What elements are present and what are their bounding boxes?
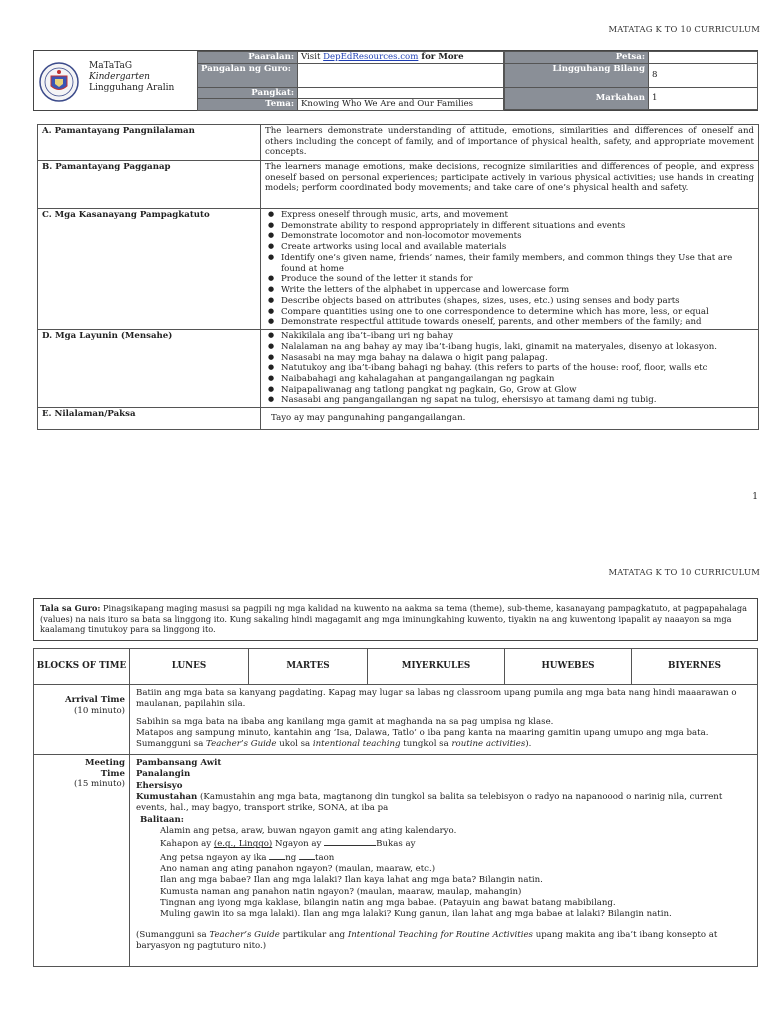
section-d-row (38, 330, 759, 408)
arrival-duration: (10 minuto) (74, 705, 125, 716)
section-c-list-cell (261, 209, 759, 330)
list-item: ● Naipapaliwanag ang tatlong pangkat ng pagkain, Go, Grow at Glow (265, 385, 754, 396)
bilang-label: Lingguhang Bilang (505, 63, 649, 87)
section-b-row (38, 161, 759, 209)
brand-subtitle: Lingguhang Aralin (89, 82, 175, 93)
bilang-value: 8 (649, 63, 758, 87)
balitaan-line: Kumusta naman ang panahon natin ngayon? (maulan, maaraw, maulap, mahangin) (160, 886, 522, 897)
balitaan-line: Ano naman ang ating panahon ngayon? (maulan, maaraw, etc.) (160, 864, 436, 875)
list-item: ● Demonstrate ability to respond appropriately in different situations and events (265, 221, 754, 232)
section-b-label: B. Pamantayang Pagganap (38, 161, 261, 209)
balitaan-line: Kahapon ay (e.g., Linggo) Ngayon ay Bukas ay (160, 839, 416, 850)
day-header-martes: MARTES (249, 649, 368, 685)
teacher-note-text: Pinagsikapang maging masusi sa pagpili ng mga kalidad na kuwento na aakma sa tema (theme), sub-theme, kasanayang pampagkatuto, at pagpapahalaga (values) na nais ituro sa bata sa linggong ito. Kung sakaling hindi magagamit ang mga iminungkahing kuwento, tiyakin na ang kuwentong ipapalit ay naaayon sa mga kaalamang tinutukoy para sa linggong ito. (40, 603, 747, 635)
kasanayan-list (265, 210, 754, 328)
sumangguni-paragraph: (Sumangguni sa Teacher’s Guide partikular ang Intentional Teaching for Routine Activities upang makita ang iba’t ibang konsepto at baryasyon ng pagtuturo nito.) (136, 929, 718, 952)
header-left-grid (197, 51, 504, 111)
balitaan-line: Ang petsa ngayon ay ika ng taon (160, 852, 335, 863)
list-item: ● Compare quantities using one to one correspondence to determine which has more, less, or equal (265, 307, 754, 318)
section-e-text: Tayo ay may pangunahing pangangailangan. (261, 408, 759, 430)
kumustahan-label: Kumustahan (136, 792, 198, 803)
panalangin: Panalangin (136, 769, 191, 780)
paaralan-value: Visit DepEdResources.com for More (298, 52, 504, 64)
day-header-biyernes: BIYERNES (632, 649, 758, 685)
list-item: ● Demonstrate locomotor and non-locomotor movements (265, 231, 754, 242)
lesson-sections-table (37, 124, 759, 430)
pangkat-field[interactable] (298, 87, 504, 99)
arrival-paragraph: Sabihin sa mga bata na ibaba ang kanilang mga gamit at maghanda na sa pag umpisa ng klase. (136, 716, 554, 727)
petsa-label: Petsa: (505, 52, 649, 64)
day-header-lunes: LUNES (130, 649, 249, 685)
list-item: ● Create artworks using local and available materials (265, 242, 754, 253)
paaralan-label: Paaralan: (198, 52, 298, 64)
teacher-note-box (33, 598, 758, 641)
section-a-row (38, 125, 759, 161)
list-item: ● Write the letters of the alphabet in uppercase and lowercase form (265, 285, 754, 296)
meeting-time-row (34, 755, 758, 967)
page-number: 1 (752, 492, 758, 502)
blank-line (299, 851, 315, 860)
day-header-huwebes: HUWEBES (505, 649, 632, 685)
tema-label: Tema: (198, 99, 298, 111)
list-item: ● Express oneself through music, arts, and movement (265, 210, 754, 221)
balitaan-label: Balitaan: (140, 814, 184, 825)
pangkat-label: Pangkat: (198, 87, 298, 99)
petsa-field[interactable] (649, 52, 758, 64)
list-item: ● Describe objects based on attributes (shapes, sizes, uses, etc.) using senses and body parts (265, 296, 754, 307)
brand-level: Kindergarten (89, 71, 150, 82)
list-item: ● Nalalaman na ang bahay ay may iba’t-ibang hugis, laki, ginamit na materyales, disenyo at lokasyon. (265, 342, 754, 353)
meeting-time-label (34, 755, 130, 967)
markahan-value: 1 (649, 87, 758, 109)
section-d-label: D. Mga Layunin (Mensahe) (38, 330, 261, 408)
meeting-time-body (130, 755, 758, 967)
arrival-time-row (34, 685, 758, 755)
balitaan-line: Ilan ang mga babae? Ilan ang mga lalaki? Ilan kaya lahat ang mga bata? Bilangin natin. (160, 875, 543, 886)
arrival-time-body (130, 685, 758, 755)
section-e-label: E. Nilalaman/Paksa (38, 408, 261, 430)
teacher-note-label: Tala sa Guro: (40, 603, 101, 613)
header-right-grid (504, 51, 758, 110)
list-item: ● Demonstrate respectful attitude towards oneself, parents, and other members of the family; and (265, 317, 754, 328)
ehersisyo: Ehersisyo (136, 780, 183, 791)
list-item: ● Nasasabi ang pangangailangan ng sapat na tulog, ehersisyo at tamang dami ng tubig. (265, 395, 754, 406)
meeting-duration: (15 minuto) (74, 779, 125, 790)
section-a-label: A. Pamantayang Pangnilalaman (38, 125, 261, 161)
meeting-title: Time (100, 768, 125, 779)
section-d-list-cell (261, 330, 759, 408)
list-item: ● Nasasabi na may mga bahay na dalawa o higit pang palapag. (265, 353, 754, 364)
list-item: ● Naibabahagi ang kahalagahan at pangangailangan ng pagkain (265, 374, 754, 385)
blocks-of-time-header: BLOCKS OF TIME (34, 649, 130, 685)
curriculum-label: MATATAG K TO 10 CURRICULUM (608, 567, 760, 577)
meeting-title: Meeting (85, 758, 125, 768)
section-b-text: The learners manage emotions, make decisions, recognize similarities and differences of people, and express oneself based on personal experiences; participate actively in various physical activities; use hands in creating models; perform coordinated body movements; and take care of one’s physical health and safety. (261, 161, 759, 209)
day-header-miyerkules: MIYERKULES (368, 649, 505, 685)
balitaan-line: Alamin ang petsa, araw, buwan ngayon gamit ang ating kalendaryo. (160, 826, 457, 837)
schedule-table (33, 648, 758, 967)
section-c-row (38, 209, 759, 330)
brand-block (89, 61, 174, 93)
brand-name: MaTaTaG (89, 61, 133, 71)
blank-line (324, 837, 376, 846)
list-item: ● Identify one’s given name, friends’ names, their family members, and common things they Use that are found at home (265, 253, 754, 274)
schedule-header-row (34, 649, 758, 685)
guro-field[interactable] (298, 63, 504, 87)
list-item: ● Nakikilala ang iba’t–ibang uri ng bahay (265, 331, 754, 342)
list-item: ● Natutukoy ang iba’t-ibang bahagi ng bahay. (this refers to parts of the house: roof, floor, walls etc (265, 363, 754, 374)
balitaan-line: Tingnan ang iyong mga kaklase, bilangin natin ang mga babae. (Patayuin ang bawat batang mabibilang. (160, 898, 616, 909)
guro-label: Pangalan ng Guro: (198, 63, 298, 87)
deped-seal-icon (39, 62, 79, 102)
section-e-row (38, 408, 759, 430)
kumustahan-paragraph: Kumustahan (Kamustahin ang mga bata, magtanong din tungkol sa balita sa telebisyon o radyo na napanoood o narinig nila, current events, hal., may bagyo, transport strike, SONA, at iba pa (136, 792, 723, 814)
curriculum-label: MATATAG K TO 10 CURRICULUM (608, 24, 760, 34)
deped-resources-link[interactable]: DepEdResources.com (323, 52, 419, 62)
arrival-paragraph: Matapos ang sampung minuto, kantahin ang ‘Isa, Dalawa, Tatlo’ o iba pang kanta na maaring gamitin upang umupo ang mga bata. Sumangguni sa Teacher’s Guide ukol sa intentional teaching tungkol sa routine activities). (136, 728, 709, 750)
arrival-title: Arrival Time (64, 695, 125, 705)
blank-line (269, 851, 285, 860)
markahan-label: Markahan (505, 87, 649, 109)
tema-value: Knowing Who We Are and Our Families (298, 99, 504, 111)
arrival-time-label (34, 685, 130, 755)
list-item: ● Produce the sound of the letter it stands for (265, 274, 754, 285)
section-a-text: The learners demonstrate understanding of attitude, emotions, similarities and differences of oneself and others including the concept of family, and of importance of physical health, safety, and appropriate movement concepts. (261, 125, 759, 161)
section-c-label: C. Mga Kasanayang Pampagkatuto (38, 209, 261, 330)
balitaan-line: Muling gawin ito sa mga lalaki). Ilan ang mga lalaki? Kung ganun, ilan lahat ang mga babae at lalaki? Bilangin natin. (160, 909, 672, 920)
arrival-paragraph: Batiin ang mga bata sa kanyang pagdating. Kapag may lugar sa labas ng classroom upang pumila ang mga bata nang hindi maaarawan o maulanan, papilahin sila. (136, 688, 737, 710)
pambansang-awit: Pambansang Awit (136, 758, 222, 768)
layunin-list (265, 331, 754, 406)
